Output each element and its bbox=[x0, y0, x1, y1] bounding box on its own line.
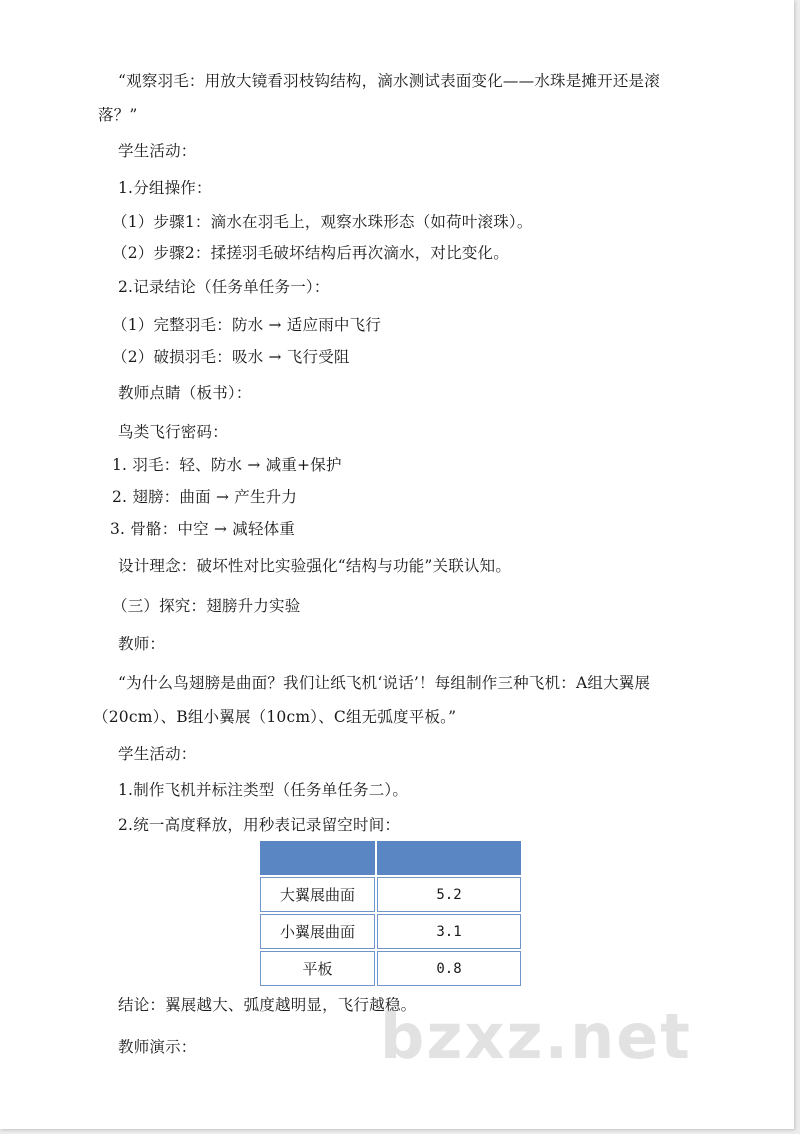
section-label: 教师点睛（板书）： bbox=[118, 384, 252, 402]
section-label: 教师： bbox=[118, 635, 166, 653]
list-item: 2.统一高度释放，用秒表记录留空时间： bbox=[118, 816, 401, 834]
section-label: 鸟类飞行密码： bbox=[118, 423, 228, 441]
paragraph-line: 落？” bbox=[98, 106, 138, 124]
table-row bbox=[260, 914, 521, 949]
table-header-cell bbox=[377, 841, 521, 875]
list-item: 1.分组操作： bbox=[118, 179, 212, 197]
section-heading: （三）探究：翅膀升力实验 bbox=[112, 597, 301, 615]
plane-type-cell: 平板 bbox=[260, 951, 375, 986]
section-label: 学生活动： bbox=[118, 142, 197, 160]
list-item: （1）完整羽毛：防水 → 适应雨中飞行 bbox=[112, 316, 382, 334]
plane-type-cell: 大翼展曲面 bbox=[260, 877, 375, 912]
flight-time-table bbox=[258, 839, 523, 988]
watermark-text: bzxz.net bbox=[380, 1000, 692, 1073]
paragraph-line: （20cm）、B组小翼展（10cm）、C组无弧度平板。” bbox=[93, 708, 457, 726]
list-item: 1. 羽毛：轻、防水 → 减重+保护 bbox=[112, 456, 342, 474]
paragraph-line: “观察羽毛：用放大镜看羽枝钩结构，滴水测试表面变化——水珠是摊开还是滚 bbox=[118, 72, 660, 90]
table-row bbox=[260, 951, 521, 986]
list-item: 2.记录结论（任务单任务一）： bbox=[118, 278, 330, 296]
list-item: 3. 骨骼：中空 → 减轻体重 bbox=[110, 520, 296, 538]
flight-time-cell: 3.1 bbox=[377, 914, 521, 949]
paragraph-line: 设计理念：破坏性对比实验强化“结构与功能”关联认知。 bbox=[118, 557, 512, 575]
flight-time-cell: 0.8 bbox=[377, 951, 521, 986]
list-item: （2）破损羽毛：吸水 → 飞行受阻 bbox=[112, 348, 350, 366]
flight-time-cell: 5.2 bbox=[377, 877, 521, 912]
table-header-row bbox=[260, 841, 521, 875]
list-item: 1.制作飞机并标注类型（任务单任务二）。 bbox=[118, 781, 409, 799]
paragraph-line: “为什么鸟翅膀是曲面？我们让纸飞机‘说话’！每组制作三种飞机：A组大翼展 bbox=[118, 674, 651, 692]
list-item: （2）步骤2：揉搓羽毛破坏结构后再次滴水，对比变化。 bbox=[112, 244, 509, 262]
paragraph-line: 结论：翼展越大、弧度越明显，飞行越稳。 bbox=[118, 996, 417, 1014]
table-row bbox=[260, 877, 521, 912]
list-item: 2. 翅膀：曲面 → 产生升力 bbox=[112, 488, 298, 506]
section-label: 教师演示： bbox=[118, 1038, 197, 1056]
plane-type-cell: 小翼展曲面 bbox=[260, 914, 375, 949]
section-label: 学生活动： bbox=[118, 745, 197, 763]
list-item: （1）步骤1：滴水在羽毛上，观察水珠形态（如荷叶滚珠）。 bbox=[112, 213, 533, 231]
table-header-cell bbox=[260, 841, 375, 875]
